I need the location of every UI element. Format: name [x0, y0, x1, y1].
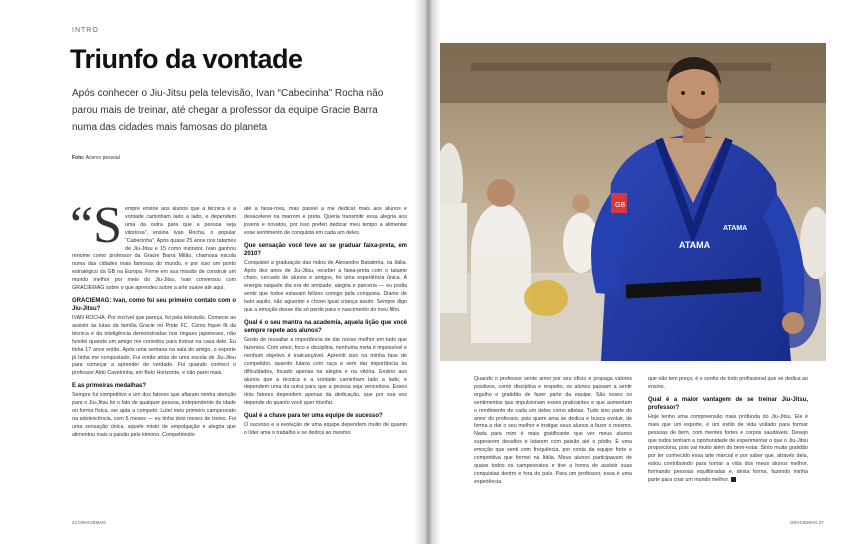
- text-column-3: [474, 376, 632, 489]
- paragraph: Quando o professor sente amor por seu ofício e propaga valores positivos, como disciplina e respeito, os alunos passam a sentir orgulho e gratidão de fazer parte da equipe. São esses os sentimentos que impulsionam esses praticantes e que aumentam o rendimento de cada um deles como atletas. Tudo isso parte do amor do professor, pois quem ama se dedica e busca evoluir, de forma a dar o seu melhor e instigar seus alunos a fazer o mesmo. Nada para mim é mais gratificante que ver meus alunos superarem desafios e lutarem com paixão até o pódio. É uma emoção que senti com frequência, por conta da equipe forte e competitiva que formei na Itália. Meus alunos participavam de quase todos os campeonatos e tive a honra de assistir suas conquistas dentro e fora do país. Para um professor, essa é uma experiência: [474, 376, 632, 485]
- opening-paragraph: empre ensine aos alunos que a técnica e a vontade caminham lado a lado, e dependem uma da outra para que a pessoa seja vitoriosa”, ensina Ivan Rocha, o popular “Cabecinha”. Após quase 25 anos nos tatames de Jiu-Jitsu e 15 como instrutor, Ivan ganhou renome como professor da Gracie Barra Milão, chamosa escola numa das cidades mais famosas do mundo, e por isso um ponto estratégico da GB na Europa. Firme em sua missão de construir um mundo melhor por meio do Jiu-Jitsu, Ivan conversou com GRACIEMAG sobre o que aprendeu sobre a arte suave até aqui.: [72, 206, 236, 292]
- question: GRACIEMAG: Ivan, como foi seu primeiro contato com o Jiu-Jitsu?: [72, 297, 236, 312]
- photo-jiu-jitsu-instructor: [431, 43, 826, 361]
- article-title: Triunfo da vontade: [70, 44, 303, 74]
- answer: O sucesso e a evolução de uma equipe dependem muito de quanto o líder ama o trabalho e se dedica ao mesmo.: [244, 422, 407, 437]
- svg-text:GB: GB: [615, 202, 626, 209]
- article-photo: [431, 43, 826, 361]
- text-column-4: [648, 376, 808, 487]
- paragraph: até a faixa-roxa, mas passei a me dedicar mais aos alunos e desacelerei na marrom e preta. Queria transmitir essa alegria aos jovens e novatos, por isso preferi dedicar meu tempo a alimentar esse sentimento de conquista em cada um deles.: [244, 206, 407, 236]
- answer: Sempre fui competitivo e um dos fatores que afiaram minha atenção para o Jiu-Jitsu foi o fato de qualquer pessoa, independente de idade ou forma física, ser apta a competir. Lutei meu primeiro campeonato na adolescência, com 6 meses — eu tinha dois meses de treino. Foi uma sensação única, aquele misto de empolgação e alegria que alimentou mais a paixão pelo kimono. Competimuito: [72, 392, 236, 438]
- answer: Gosto de ressaltar a importância de dar nosso melhor em tudo que fazemos. Com amor, foco e disciplina, nenhuma meta é impossível e nenhum objetivo é inalcançável. Aprendi isso na minha fase de competidor, quando lutava com raça e sem dar importância às dificuldades, focado apenas na alegria e na vitória. Ensino aos alunos que a técnica e a vontade caminham lado a lado, e dependem uma da outra para que a pessoa seja vencedora. Esses dois fatores dependem apenas da dedicação, que por sua vez depende do quanto você quer triunfar.: [244, 336, 407, 407]
- question: Qual é a chave para ter uma equipe de sucesso?: [244, 413, 383, 420]
- answer: [648, 414, 808, 485]
- photo-credit: [72, 155, 120, 161]
- question: E as primeiras medalhas?: [72, 383, 147, 390]
- page-footer-left: 24 GRACIEMAG: [72, 520, 106, 525]
- text-column-2: [244, 206, 407, 440]
- end-mark-icon: [731, 477, 736, 482]
- answer-text: Hoje tenho uma compreensão mais profunda do Jiu-Jitsu. Ele é mais que um esporte, é um estilo de vida voltado para formar pessoas de bem, com mentes fortes e corpos saudáveis. Desejo que todos tenham a oportunidade de experimentar o que o Jiu-Jitsu proporciona, pois vai muito além do bem-estar. Sinto muita gratidão por ter conhecido essa arte marcial e por saber que, através dela, estou contribuindo para tornar a vida dos meus alunos melhor, formando pessoas equilibradas e, desta forma, fazendo minha parte para criar um mundo melhor.: [648, 413, 808, 484]
- question: Que sensação você teve ao se graduar faixa-preta, em 2010?: [244, 242, 407, 257]
- paragraph: que não tem preço, é o sonho de todo profissional que se dedica ao ensino.: [648, 376, 808, 390]
- credit-label: Foto:: [72, 155, 85, 161]
- section-label: INTRO: [72, 27, 99, 34]
- page-footer-right: GRACIEMAG 27: [790, 520, 824, 525]
- svg-text:ATAMA: ATAMA: [679, 240, 711, 250]
- svg-text:ATAMA: ATAMA: [723, 225, 748, 232]
- page-gutter: [414, 0, 440, 544]
- answer: Conquistei a graduação das mãos de Alexandre Batatinha, na Itália. Após dez anos de Jiu-Jitsu, receber a faixa-preta com o tatame cheio, cercado de alunos e amigos, foi uma experiência única. A energia naquele dia era de amizade, alegria e parceria — eu podia sentir que todos estavam felizes comigo pela conquista. Diante de tudo aquilo, não aguentei e chorei igual criança assim. Sempre digo que a emoção desse dia só perde para o nascimento do meu filho.: [244, 259, 407, 314]
- credit-value: Acervo pessoal: [85, 155, 120, 161]
- article-intro: Após conhecer o Jiu-Jitsu pela televisão, Ivan “Cabecinha” Rocha não parou mais de treinar, até chegar a professor da equipe Gracie Barra numa das cidades mais famosas do planeta: [72, 88, 384, 133]
- left-page: [0, 0, 426, 544]
- text-column-1: [70, 197, 236, 442]
- question: Qual é o seu mantra na academia, aquela lição que você sempre repete aos alunos?: [244, 319, 407, 334]
- question: Qual é a maior vantagem de se treinar Jiu-Jitsu, professor?: [648, 396, 808, 411]
- answer: IVAN ROCHA: Por incrível que pareça, foi pela televisão. Comecei ao assistir às lutas da família Gracie no Pride FC. Como fiquei fã da técnica e da inteligência demonstradas nos ringues japoneses, não hesitei quando um amigo me convidou para treinar na casa dele. Eu tinha 17 anos então. Após uma semana na sala do amigo, o esporte já tinha me conquistado. Fui então atrás de uma escola de Jiu-Jitsu para começar a aprender de verdade. Foi quando conheci o professor Aldo Caveirinha, em Belo Horizonte, e não parei mais.: [72, 314, 236, 377]
- drop-cap: “S: [70, 197, 122, 254]
